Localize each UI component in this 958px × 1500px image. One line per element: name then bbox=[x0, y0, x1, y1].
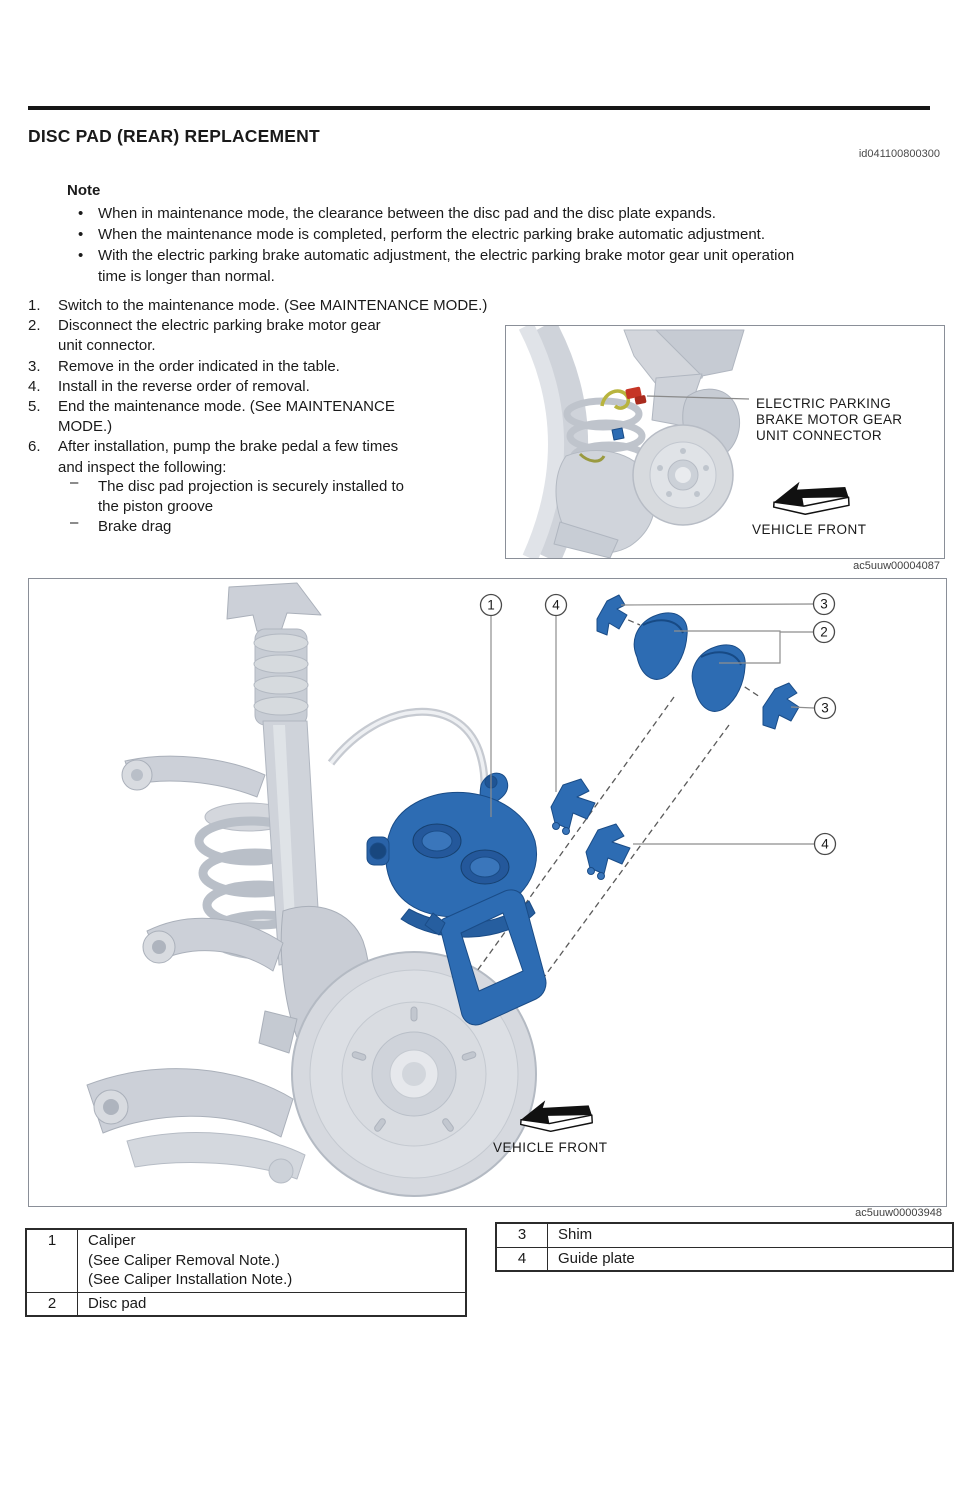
dash-icon: – bbox=[70, 474, 79, 491]
strut-top-mount bbox=[227, 583, 321, 631]
note-bullet bbox=[78, 245, 944, 287]
note-bullet bbox=[78, 203, 944, 224]
part-name: Disc pad bbox=[88, 1294, 147, 1312]
substep-text: Brake drag bbox=[98, 518, 172, 536]
substep-text: the piston groove bbox=[98, 498, 214, 516]
step-item bbox=[28, 397, 588, 437]
figure2-caption: ac5uuw00003948 bbox=[855, 1207, 942, 1219]
step-number: 4. bbox=[28, 377, 41, 395]
part-description bbox=[78, 1293, 465, 1316]
part-number: 3 bbox=[497, 1224, 548, 1247]
document-id: id041100800300 bbox=[858, 148, 940, 160]
part-number: 2 bbox=[27, 1293, 78, 1316]
connector-label bbox=[756, 396, 902, 443]
table-row bbox=[27, 1230, 465, 1292]
svg-text:4: 4 bbox=[821, 836, 829, 852]
disc-pad-2 bbox=[692, 645, 745, 711]
step-number: 6. bbox=[28, 438, 41, 456]
disc-pad-1 bbox=[634, 613, 687, 679]
parts-table-left bbox=[25, 1228, 467, 1317]
part-number: 1 bbox=[27, 1230, 78, 1292]
part-description bbox=[548, 1224, 952, 1247]
step-item bbox=[28, 296, 588, 316]
svg-text:3: 3 bbox=[821, 700, 829, 716]
bullet-icon: • bbox=[78, 205, 84, 222]
step-text: Install in the reverse order of removal. bbox=[58, 377, 310, 395]
note-bullet-text: When in maintenance mode, the clearance between the disc pad and the disc plate expands. bbox=[98, 205, 716, 222]
header-rule bbox=[28, 106, 930, 110]
step-text: After installation, pump the brake pedal a few times bbox=[58, 438, 399, 456]
note-heading: Note bbox=[67, 182, 101, 199]
part-description bbox=[548, 1248, 952, 1271]
note-bullet bbox=[78, 224, 944, 245]
part-name: Guide plate bbox=[558, 1249, 635, 1267]
parts-table-right bbox=[495, 1222, 954, 1272]
step-text: MODE.) bbox=[58, 418, 113, 436]
svg-text:2: 2 bbox=[820, 624, 828, 640]
step-text: Disconnect the electric parking brake motor gear bbox=[58, 317, 381, 335]
guide-plate-2 bbox=[586, 824, 630, 880]
table-row bbox=[27, 1292, 465, 1316]
shim-1 bbox=[597, 595, 627, 635]
svg-text:UNIT CONNECTOR: UNIT CONNECTOR bbox=[756, 428, 882, 443]
brake-disc-small bbox=[633, 425, 733, 525]
page-title: DISC PAD (REAR) REPLACEMENT bbox=[28, 126, 320, 146]
step-item bbox=[28, 357, 588, 377]
step-number: 2. bbox=[28, 317, 41, 335]
figure1-caption: ac5uuw00004087 bbox=[853, 560, 940, 572]
callout-4b bbox=[815, 834, 836, 855]
step-number: 3. bbox=[28, 357, 41, 375]
svg-text:3: 3 bbox=[820, 596, 828, 612]
procedure-steps bbox=[28, 296, 588, 478]
note-bullet-text: When the maintenance mode is completed, perform the electric parking brake automatic adjustment. bbox=[98, 226, 766, 243]
callout-3b bbox=[815, 698, 836, 719]
figure-connector-location bbox=[505, 325, 945, 559]
step-text: End the maintenance mode. (See MAINTENANCE bbox=[58, 398, 395, 416]
table-row bbox=[497, 1247, 952, 1271]
substep-text: The disc pad projection is securely installed to bbox=[98, 478, 404, 495]
suspension-illustration-small bbox=[526, 326, 744, 558]
vehicle-front-label: VEHICLE FRONT bbox=[752, 522, 867, 537]
lower-arm bbox=[87, 1069, 305, 1183]
inspection-substeps bbox=[70, 474, 550, 538]
strut-boot bbox=[254, 629, 308, 725]
step-text: Switch to the maintenance mode. (See MAINTENANCE MODE.) bbox=[58, 297, 488, 314]
bullet-icon: • bbox=[78, 226, 84, 243]
shim-2 bbox=[763, 683, 799, 729]
part-name: Shim bbox=[558, 1226, 593, 1243]
step-text: unit connector. bbox=[58, 337, 156, 355]
table-row bbox=[497, 1224, 952, 1247]
part-note: (See Caliper Installation Note.) bbox=[88, 1271, 293, 1288]
part-description bbox=[78, 1230, 465, 1292]
vehicle-front-label: VEHICLE FRONT bbox=[493, 1140, 608, 1155]
callout-3a bbox=[814, 594, 835, 615]
vehicle-front-arrow-icon bbox=[773, 480, 850, 517]
dash-icon: – bbox=[70, 514, 79, 532]
callout-2 bbox=[814, 622, 835, 643]
step-item bbox=[28, 316, 588, 356]
note-bullet-list bbox=[78, 203, 944, 287]
callout-4a bbox=[546, 595, 567, 616]
step-text: and inspect the following: bbox=[58, 458, 227, 476]
step-number: 1. bbox=[28, 297, 41, 314]
step-item bbox=[28, 377, 588, 397]
upper-arm bbox=[122, 756, 265, 797]
substep-item bbox=[70, 474, 550, 517]
note-bullet-text: time is longer than normal. bbox=[98, 268, 275, 285]
svg-text:BRAKE MOTOR GEAR: BRAKE MOTOR GEAR bbox=[756, 412, 903, 427]
bullet-icon: • bbox=[78, 247, 84, 264]
callout-1 bbox=[481, 595, 502, 616]
step-text: Remove in the order indicated in the table. bbox=[58, 357, 340, 375]
svg-text:4: 4 bbox=[552, 597, 560, 613]
svg-text:ELECTRIC PARKING: ELECTRIC PARKING bbox=[756, 396, 892, 411]
substep-item bbox=[70, 514, 550, 537]
step-number: 5. bbox=[28, 398, 41, 416]
guide-plate-1 bbox=[551, 779, 595, 835]
step-item bbox=[28, 437, 588, 477]
part-name: Caliper bbox=[88, 1232, 136, 1249]
figure2-illustration bbox=[29, 579, 946, 1206]
figure-exploded-view bbox=[28, 578, 947, 1207]
figure1-illustration bbox=[506, 326, 944, 558]
part-number: 4 bbox=[497, 1248, 548, 1271]
svg-text:1: 1 bbox=[487, 597, 495, 613]
note-bullet-text: With the electric parking brake automatic adjustment, the electric parking brake motor gear unit operation bbox=[98, 247, 795, 264]
part-note: (See Caliper Removal Note.) bbox=[88, 1251, 280, 1269]
